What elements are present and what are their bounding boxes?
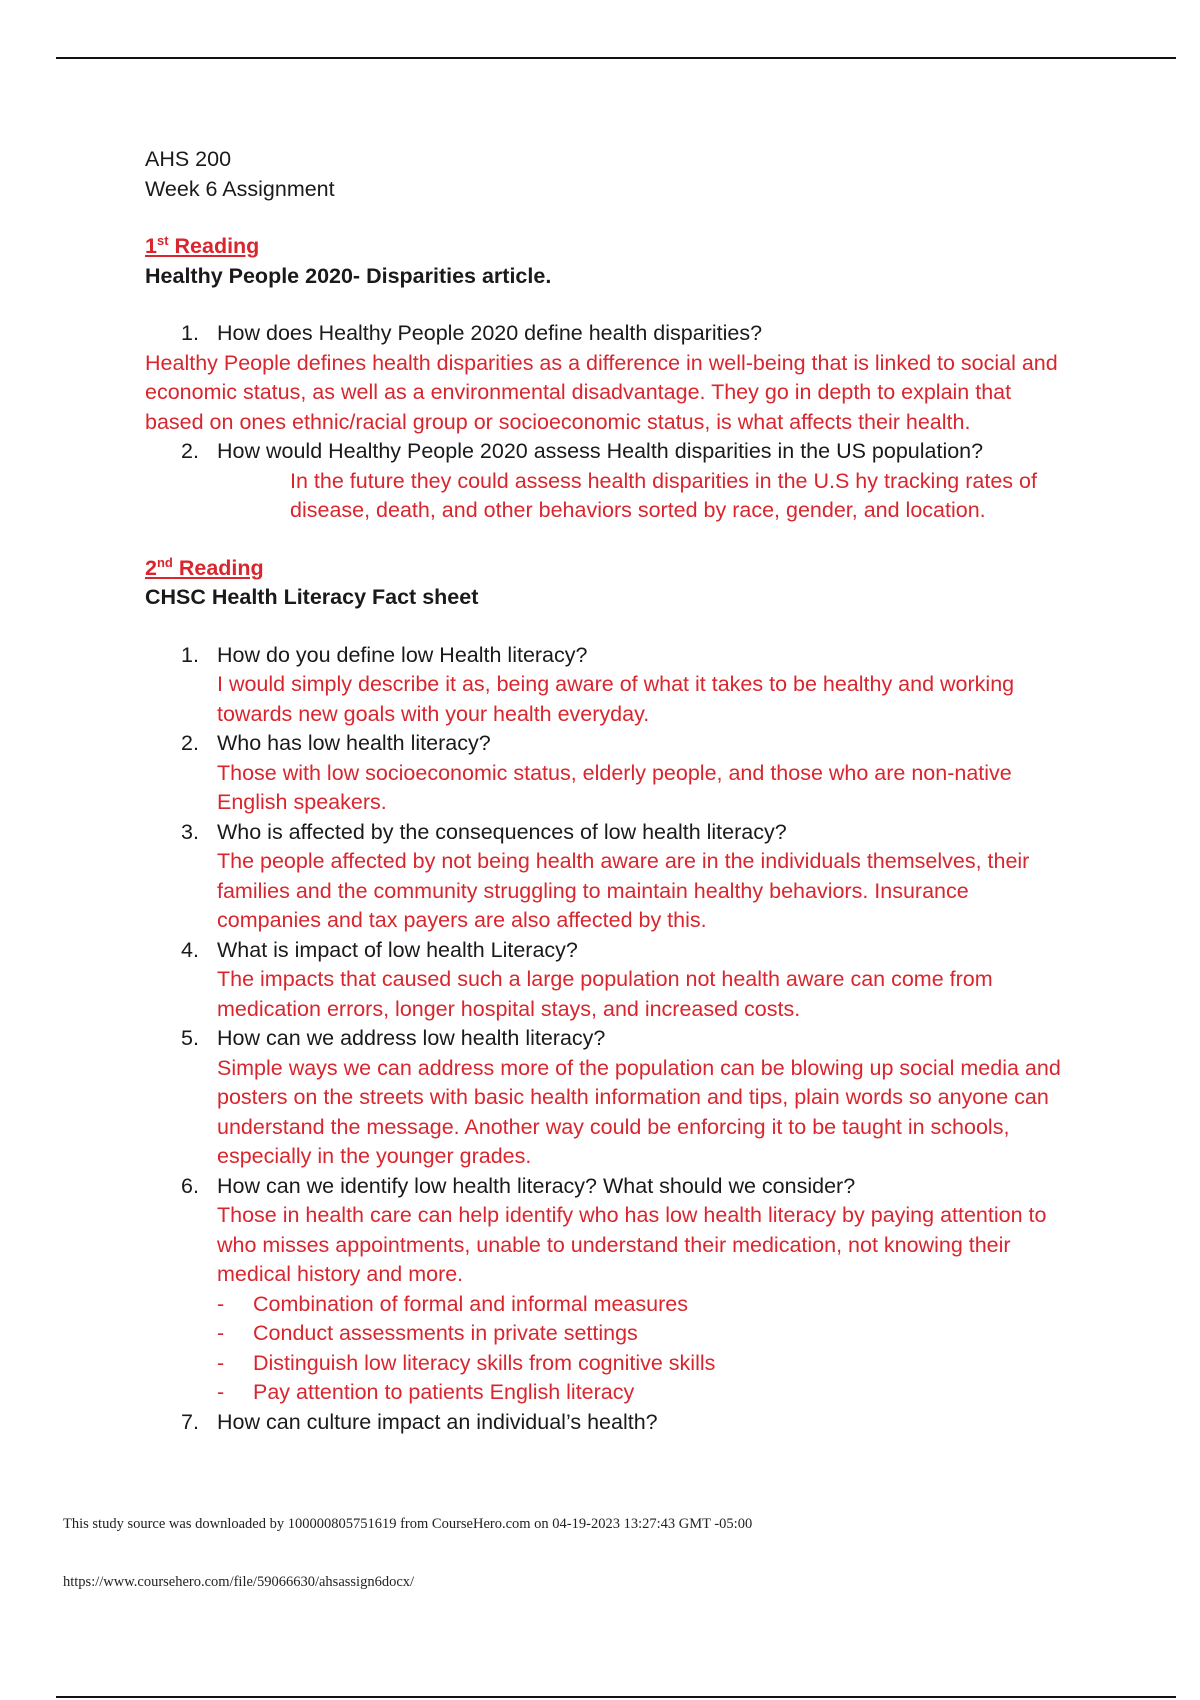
question: 2. Who has low health literacy? bbox=[181, 731, 491, 755]
question: 5. How can we address low health literacy? bbox=[181, 1026, 606, 1050]
question: 6. How can we identify low health literacy? What should we consider? bbox=[181, 1173, 856, 1198]
question: 1. How does Healthy People 2020 define health disparities? bbox=[181, 321, 763, 345]
answer: In the future they could assess health disparities in the U.S hy tracking rates of disease, death, and other behaviors sorted by race, gender, and location. bbox=[290, 468, 1037, 522]
question: 3. Who is affected by the consequences of low health literacy? bbox=[181, 819, 787, 844]
answer: I would simply describe it as, being aware of what it takes to be healthy and working towards new goals with your health everyday. bbox=[217, 672, 1015, 726]
reading-1-title: Healthy People 2020- Disparities article. bbox=[145, 263, 552, 288]
assignment-title: Week 6 Assignment bbox=[145, 176, 335, 201]
list-item: - Pay attention to patients English literacy bbox=[217, 1380, 635, 1404]
answer: Simple ways we can address more of the population can be blowing up social media and posters on the streets with basic health information and tips, plain words so anyone can understand the message. Another way could be enforcing it to be taught in schools, especially in the younger grades. bbox=[217, 1055, 1061, 1168]
question: 7. How can culture impact an individual’s health? bbox=[181, 1409, 658, 1434]
top-rule bbox=[56, 57, 1176, 59]
question: 4. What is impact of low health Literacy? bbox=[181, 937, 578, 962]
reading-2-title: CHSC Health Literacy Fact sheet bbox=[145, 585, 479, 609]
document-page bbox=[145, 145, 1105, 1437]
answer: The people affected by not being health aware are in the individuals themselves, their families and the community struggling to maintain healthy behaviors. Insurance companies and tax payers are also affected by this. bbox=[217, 849, 1030, 932]
list-item: - Distinguish low literacy skills from cognitive skills bbox=[217, 1350, 716, 1375]
question: 2. How would Healthy People 2020 assess Health disparities in the US population? bbox=[181, 439, 984, 463]
list-item: - Combination of formal and informal measures bbox=[217, 1291, 688, 1316]
question: 1. How do you define low Health literacy? bbox=[181, 642, 588, 667]
source-url-link[interactable]: https://www.coursehero.com/file/59066630/ahsassign6docx/ bbox=[63, 1574, 415, 1590]
answer: The impacts that caused such a large population not health aware can come from medication errors, longer hospital stays, and increased costs. bbox=[217, 967, 993, 1021]
answer: Healthy People defines health disparities as a difference in well-being that is linked to social and economic status, as well as a environmental disadvantage. They go in depth to explain that based on ones ethnic/racial group or socioeconomic status, is what affects their health. bbox=[145, 350, 1058, 434]
bottom-rule bbox=[56, 1696, 1176, 1698]
reading-1-heading: 1st Reading bbox=[145, 232, 260, 258]
answer: Those in health care can help identify who has low health literacy by paying attention to who misses appointments, unable to understand their medication, not knowing their medical history and more. bbox=[217, 1203, 1047, 1286]
reading-2-heading: 2nd Reading bbox=[145, 554, 264, 580]
download-notice: This study source was downloaded by 100000805751619 from CourseHero.com on 04-19-2023 13:27:43 GMT -05:00 bbox=[63, 1516, 753, 1532]
list-item: - Conduct assessments in private settings bbox=[217, 1321, 638, 1345]
course-code: AHS 200 bbox=[145, 147, 232, 171]
answer: Those with low socioeconomic status, elderly people, and those who are non-native English speakers. bbox=[217, 760, 1012, 814]
